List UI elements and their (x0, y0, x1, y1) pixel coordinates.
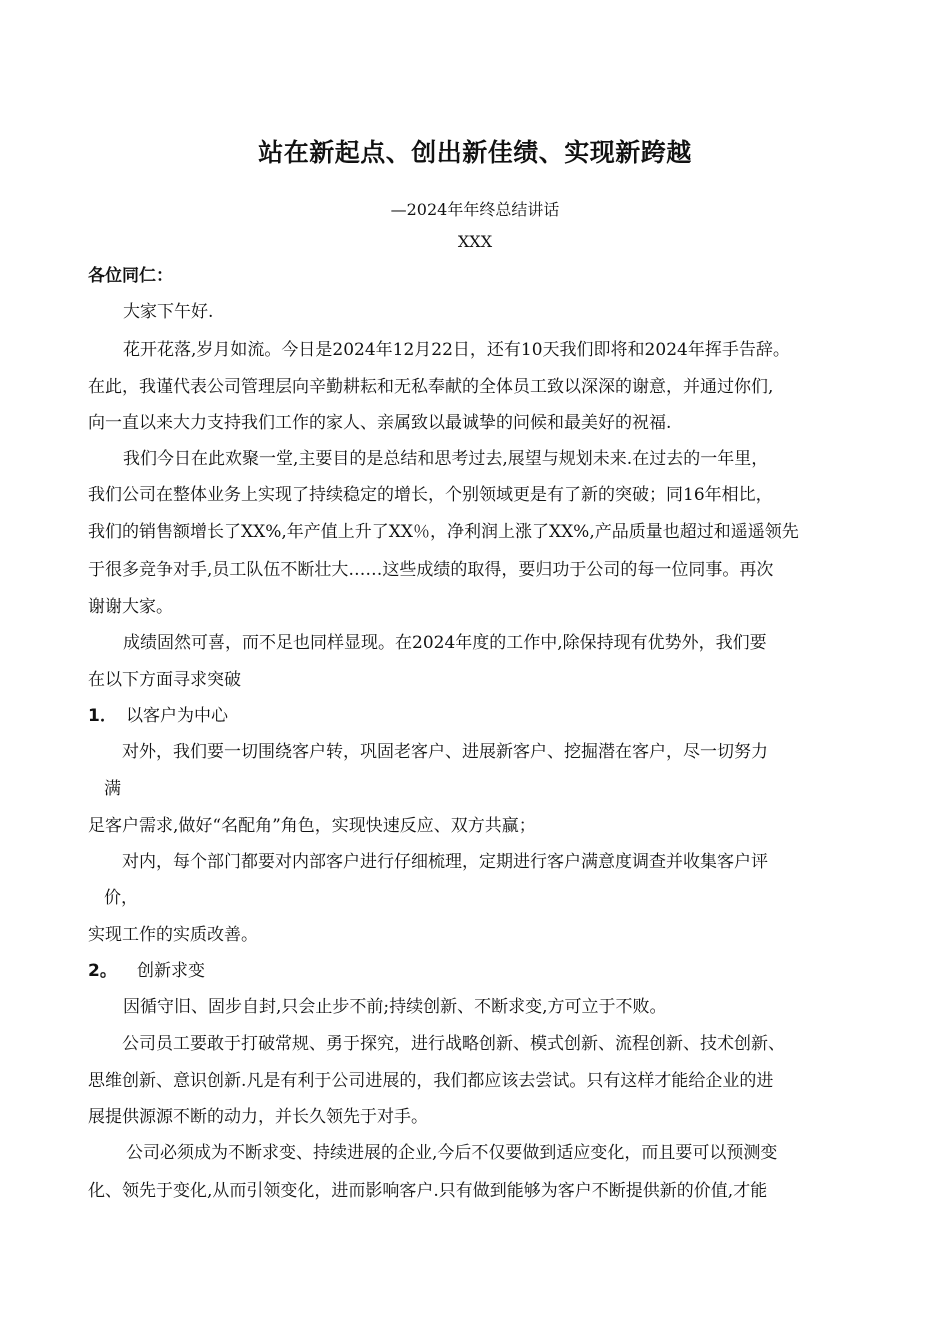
paragraph-line: 满 (104, 779, 121, 799)
paragraph-line: 实现工作的实质改善。 (88, 925, 258, 945)
paragraph-line: 足客户需求,做好“名配角”角色，实现快速反应、双方共赢； (88, 816, 536, 836)
document-subtitle: —2024年年终总结讲话 (390, 200, 560, 219)
paragraph-line: 大家下午好. (123, 302, 214, 322)
paragraph-line: 因循守旧、固步自封,只会止步不前;持续创新、不断求变,方可立于不败。 (123, 997, 667, 1017)
paragraph-line: 价， (104, 888, 138, 908)
paragraph-line: 我们的销售额增长了XX%,年产值上升了XX％，净利润上涨了XX%,产品质量也超过和遥遥领先 (88, 522, 799, 542)
list-heading: 创新求变 (137, 961, 205, 981)
paragraph-line: 对内，每个部门都要对内部客户进行仔细梳理，定期进行客户满意度调查并收集客户评 (122, 852, 768, 872)
paragraph-line: 谢谢大家。 (88, 597, 173, 617)
list-heading: 以客户为中心 (126, 706, 228, 726)
paragraph-line: 成绩固然可喜，而不足也同样显现。在2024年度的工作中,除保持现有优势外，我们要 (123, 633, 767, 653)
paragraph-line: 公司必须成为不断求变、持续进展的企业,今后不仅要做到适应变化，而且要可以预测变 (126, 1143, 778, 1163)
paragraph-line: 我们公司在整体业务上实现了持续稳定的增长，个别领域更是有了新的突破；同16年相比， (88, 485, 773, 505)
paragraph-line: 思维创新、意识创新.凡是有利于公司进展的，我们都应该去尝试。只有这样才能给企业的进 (88, 1071, 774, 1091)
document-author: XXX (457, 232, 493, 251)
paragraph-line: 于很多竞争对手,员工队伍不断壮大……这些成绩的取得，要归功于公司的每一位同事。再次 (88, 560, 774, 580)
paragraph-line: 对外，我们要一切围绕客户转，巩固老客户、进展新客户、挖掘潜在客户，尽一切努力 (122, 742, 768, 762)
paragraph-line: 展提供源源不断的动力，并长久领先于对手。 (88, 1107, 428, 1127)
paragraph-line: 向一直以来大力支持我们工作的家人、亲属致以最诚挚的问候和最美好的祝福. (88, 413, 672, 433)
list-number: 2。 (88, 961, 117, 981)
document-title: 站在新起点、创出新佳绩、实现新跨越 (258, 138, 692, 167)
paragraph-line: 公司员工要敢于打破常规、勇于探究，进行战略创新、模式创新、流程创新、技术创新、 (122, 1034, 785, 1054)
list-number: 1． (88, 706, 117, 726)
paragraph-line: 花开花落,岁月如流。今日是2024年12月22日，还有10天我们即将和2024年挥手告辞。 (123, 340, 790, 360)
paragraph-line: 化、领先于变化,从而引领变化，进而影响客户.只有做到能够为客户不断提供新的价值,才能 (88, 1181, 768, 1201)
paragraph-line: 在此，我谨代表公司管理层向辛勤耕耘和无私奉献的全体员工致以深深的谢意，并通过你们, (88, 377, 774, 397)
paragraph-line: 在以下方面寻求突破 (88, 670, 241, 690)
paragraph-line: 我们今日在此欢聚一堂,主要目的是总结和思考过去,展望与规划未来.在过去的一年里， (123, 449, 769, 469)
greeting: 各位同仁： (88, 266, 173, 286)
